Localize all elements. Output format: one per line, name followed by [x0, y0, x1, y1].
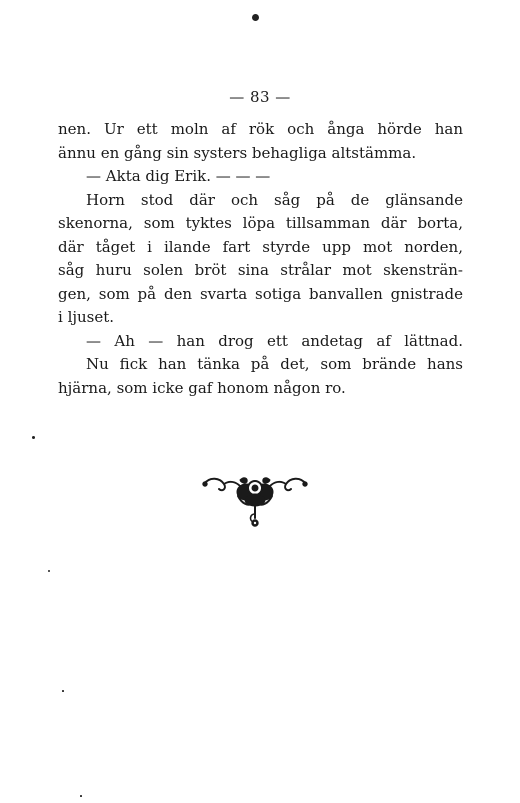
page-number: — 83 —: [229, 88, 291, 106]
ink-speck: [252, 14, 259, 21]
text-line: gen, som på den svarta sotiga banvallen gnistrade: [58, 284, 463, 303]
text-line: såg huru solen bröt sina strålar mot skensträn-: [58, 261, 463, 279]
text-line: skenorna, som tyktes löpa tillsamman där borta,: [58, 214, 463, 232]
ink-speck: [48, 570, 50, 572]
text-line: i ljuset.: [58, 308, 115, 326]
text-line: ännu en gång sin systers behagliga altstämma.: [58, 143, 417, 162]
text-line: nen. Ur ett moln af rök och ånga hörde han: [58, 120, 463, 138]
floral-vignette-icon: [200, 470, 310, 530]
text-line: Horn stod där och såg på de glänsande: [86, 190, 463, 209]
ink-speck: [32, 436, 35, 439]
text-line: — Ah — han drog ett andetag af lättnad.: [86, 331, 463, 350]
ink-speck: [80, 795, 82, 797]
text-line: hjärna, som icke gaf honom någon ro.: [58, 378, 346, 397]
text-line: där tåget i ilande fart styrde upp mot norden,: [58, 237, 463, 256]
text-line: Nu fick han tänka på det, som brände hans: [86, 355, 463, 373]
ink-speck: [62, 690, 64, 692]
body-text: [58, 118, 463, 400]
text-line: — Akta dig Erik. — — —: [86, 167, 271, 185]
